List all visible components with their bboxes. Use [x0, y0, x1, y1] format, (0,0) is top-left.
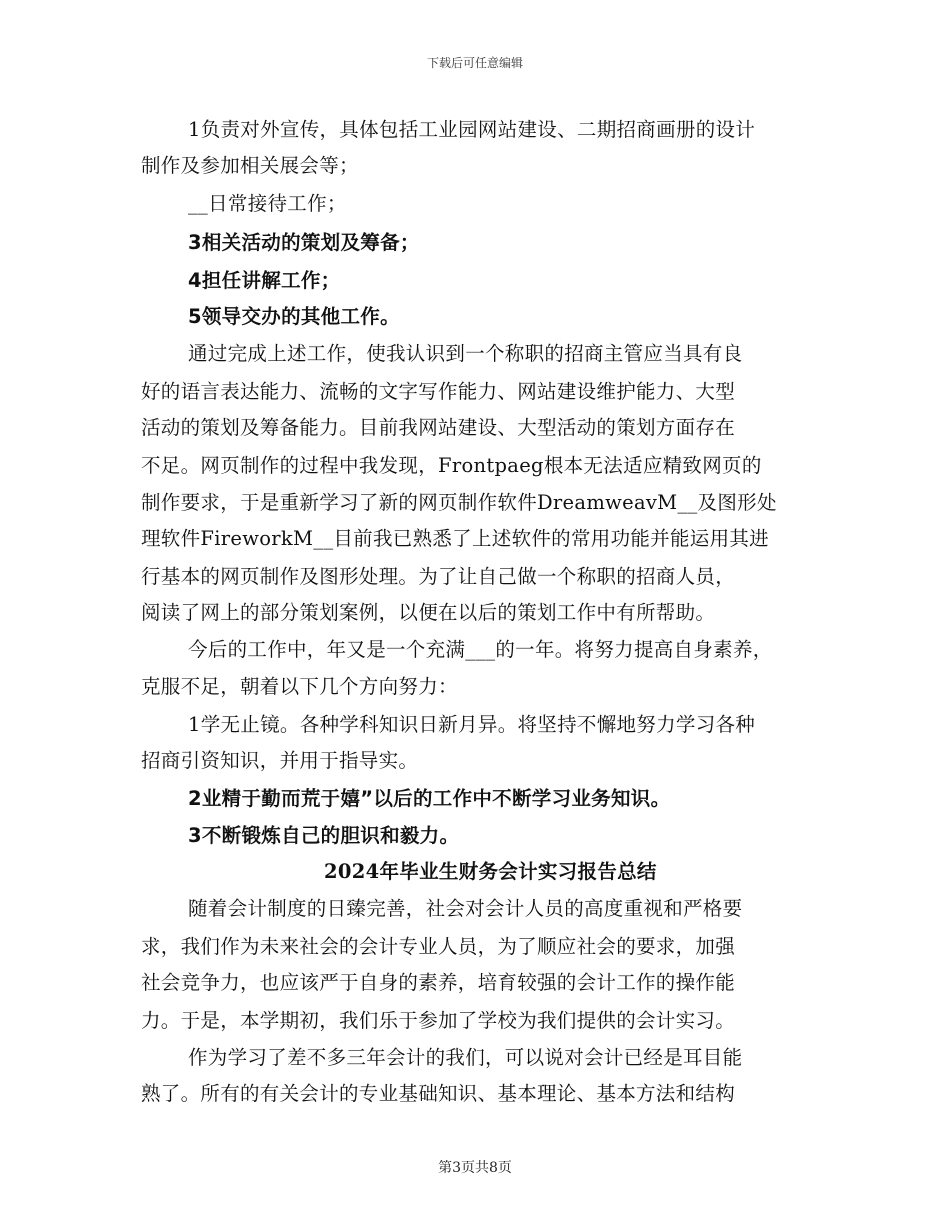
body-line: 1负责对外宣传，具体包括工业园网站建设、二期招商画册的设计 [188, 118, 756, 141]
body-line: 随着会计制度的日臻完善，社会对会计人员的高度重视和严格要 [188, 897, 743, 920]
body-line: 克服不足，朝着以下几个方向努力： [141, 675, 458, 698]
body-line: 今后的工作中，年又是一个充满___的一年。将努力提高自身素养， [188, 638, 773, 661]
body-line: 通过完成上述工作，使我认识到一个称职的招商主管应当具有良 [188, 342, 743, 365]
body-line: 活动的策划及筹备能力。目前我网站建设、大型活动的策划方面存在 [141, 416, 736, 439]
body-line: 好的语言表达能力、流畅的文字写作能力、网站建设维护能力、大型 [141, 380, 736, 403]
body-line: __日常接待工作； [188, 192, 347, 215]
body-line: 阅读了网上的部分策划案例，以便在以后的策划工作中有所帮助。 [141, 601, 716, 624]
body-line: 1学无止镜。各种学科知识日新月异。将坚持不懈地努力学习各种 [188, 713, 756, 736]
body-line: 社会竞争力，也应该严于自身的素养，培育较强的会计工作的操作能 [141, 971, 736, 994]
body-line: 力。于是，本学期初，我们乐于参加了学校为我们提供的会计实习。 [141, 1009, 736, 1032]
list-item: 4担任讲解工作； [188, 269, 341, 292]
list-item: 3相关活动的策划及筹备； [188, 231, 420, 254]
list-item: 2业精于勤而荒于嬉”以后的工作中不断学习业务知识。 [188, 787, 671, 810]
body-line: 制作及参加相关展会等； [141, 154, 359, 177]
body-line: 求，我们作为未来社会的会计专业人员，为了顺应社会的要求，加强 [141, 935, 736, 958]
body-line: 熟了。所有的有关会计的专业基础知识、基本理论、基本方法和结构 [141, 1082, 736, 1105]
body-line: 制作要求，于是重新学习了新的网页制作软件DreamweavM__及图形处 [141, 491, 777, 514]
body-line: 理软件FireworkM__目前我已熟悉了上述软件的常用功能并能运用其进 [141, 527, 769, 550]
page-footer: 第3页共8页 [438, 1160, 512, 1176]
body-line: 作为学习了差不多三年会计的我们，可以说对会计已经是耳目能 [188, 1046, 743, 1069]
page-header: 下载后可任意编辑 [426, 56, 523, 70]
body-line: 不足。网页制作的过程中我发现，Frontpaeg根本无法适应精致网页的 [141, 454, 762, 477]
section-title: 2024年毕业生财务会计实习报告总结 [324, 860, 657, 883]
body-line: 招商引资知识，并用于指导实。 [141, 749, 419, 772]
list-item: 3不断锻炼自己的胆识和毅力。 [188, 824, 460, 847]
list-item: 5领导交办的其他工作。 [188, 305, 400, 328]
body-line: 行基本的网页制作及图形处理。为了让自己做一个称职的招商人员， [141, 565, 736, 588]
